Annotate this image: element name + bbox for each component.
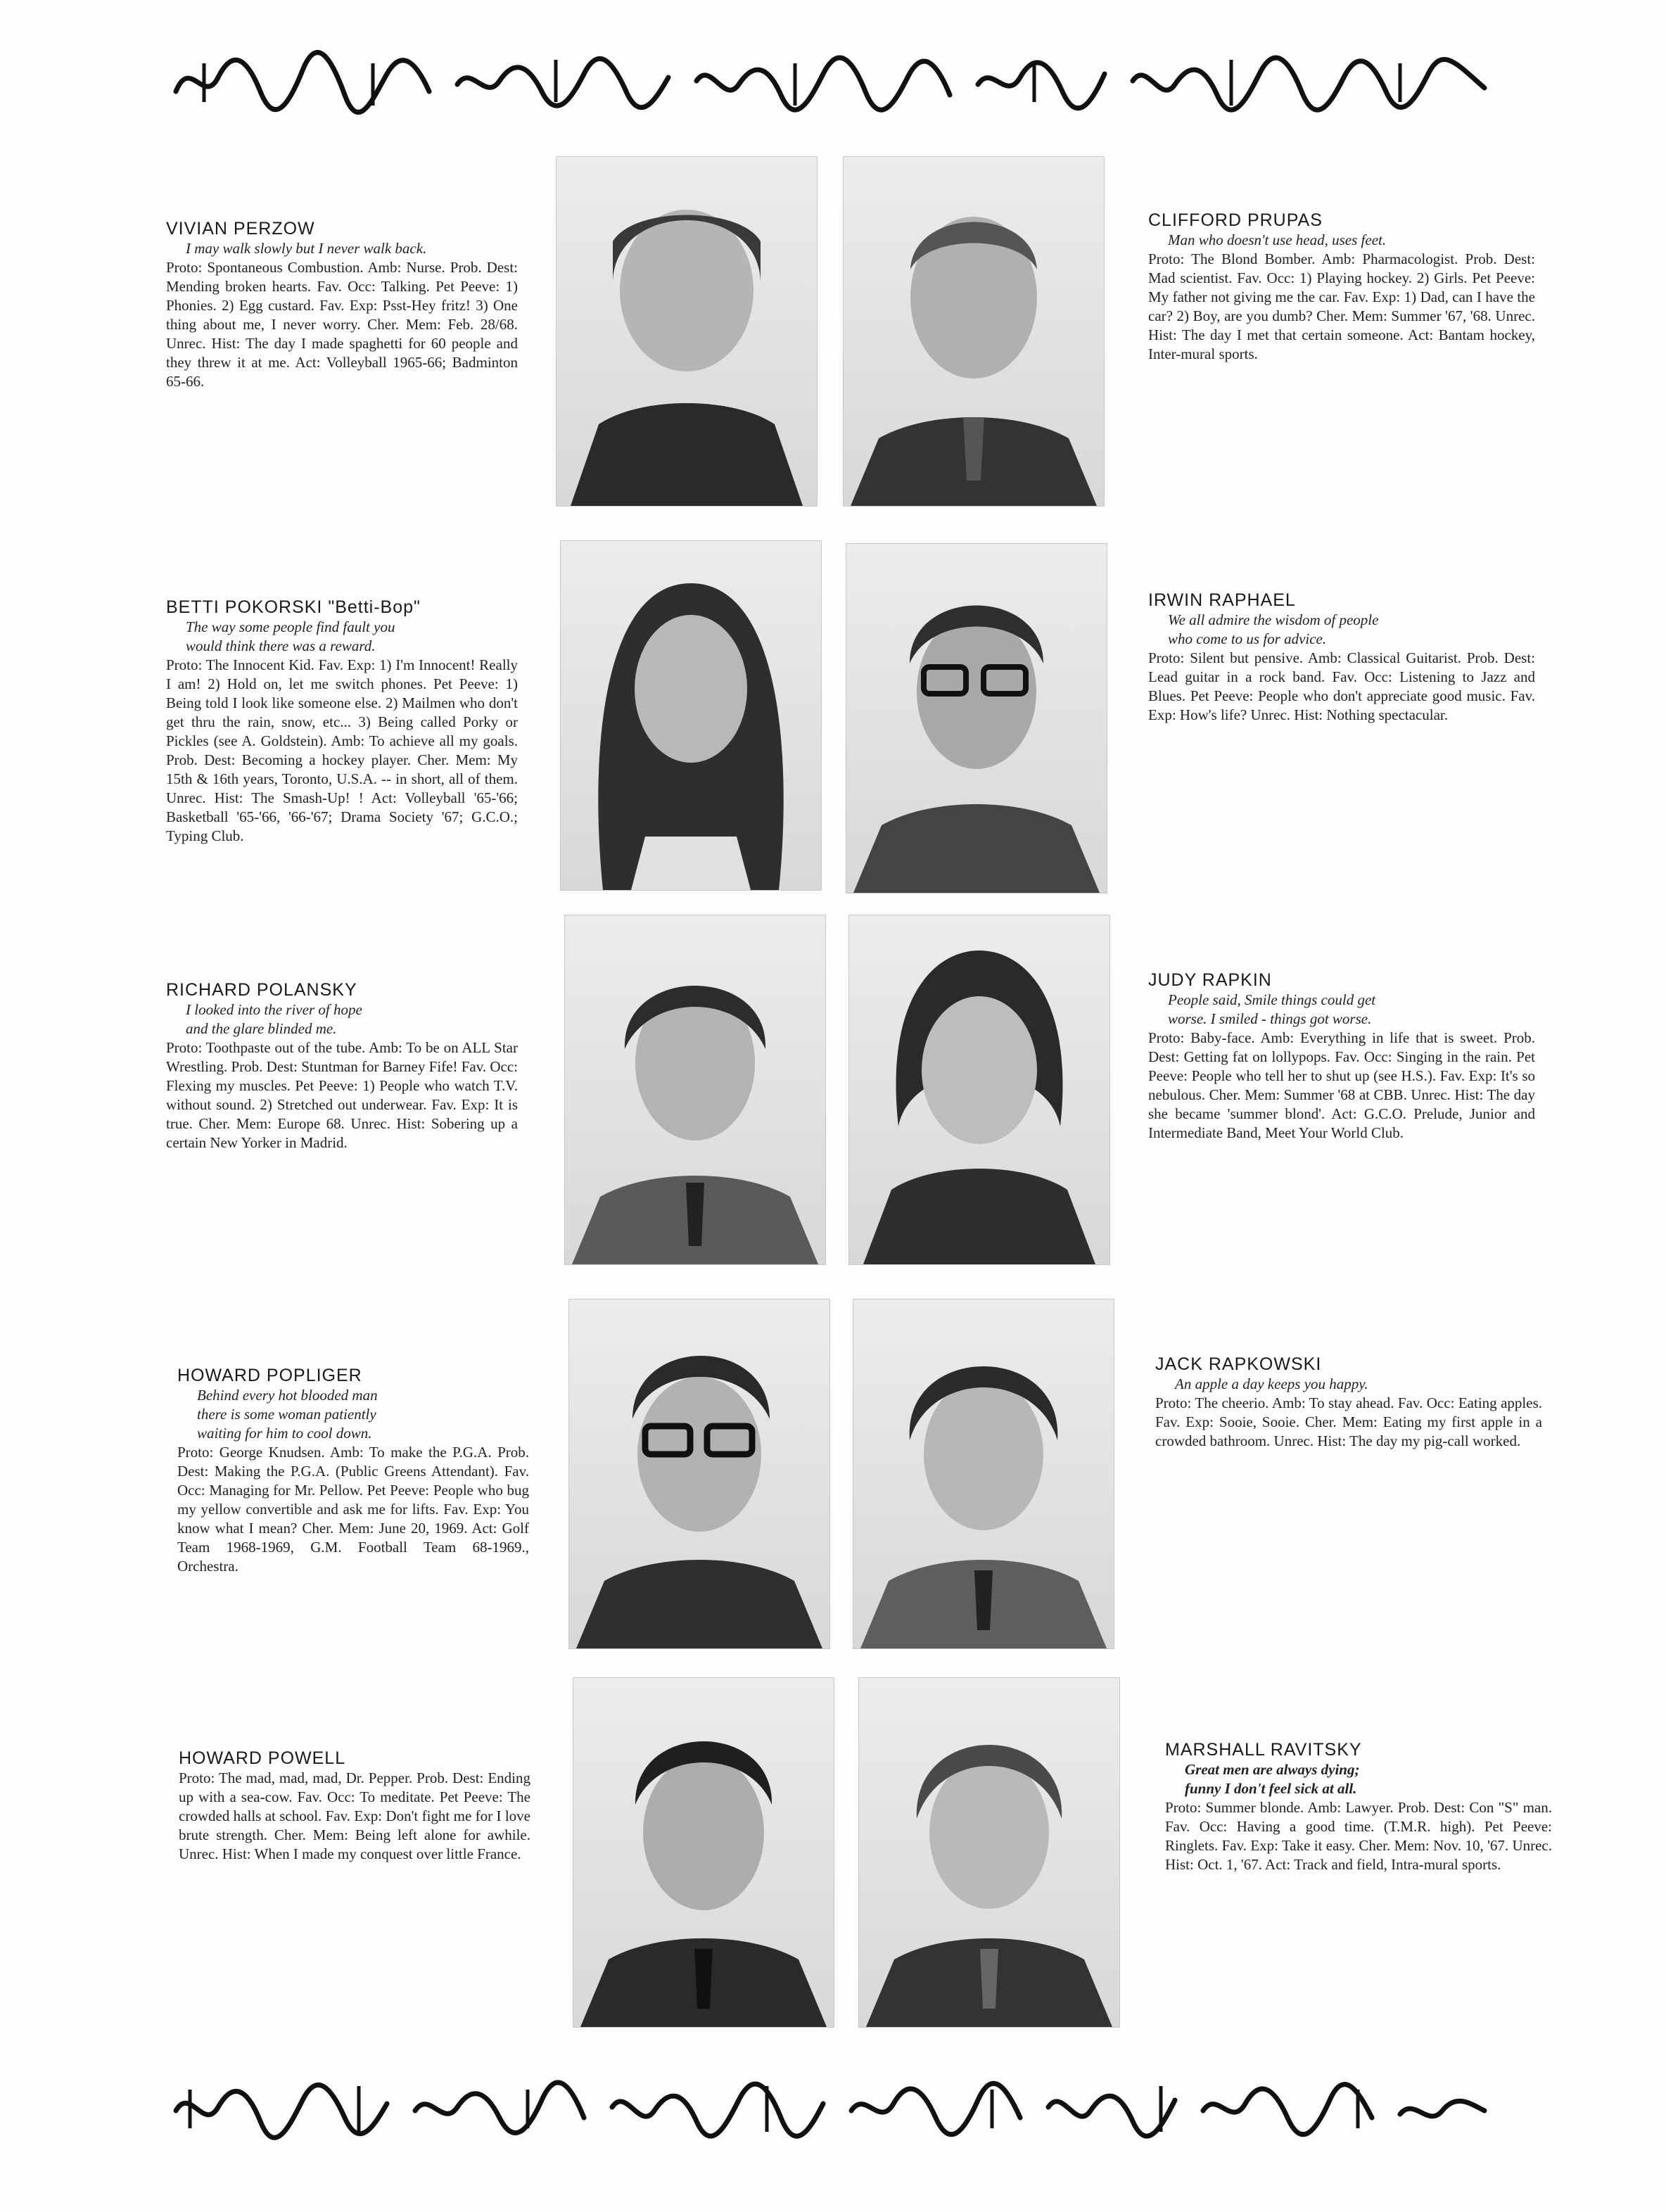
portrait-photo-clifford-prupas (843, 156, 1105, 507)
student-name: JACK RAPKOWSKI (1155, 1354, 1322, 1374)
entry-richard-polansky (166, 979, 518, 1152)
entry-clifford-prupas (1148, 210, 1535, 364)
student-quote: People said, Smile things could get worse. I smiled - things got worse. (1168, 991, 1376, 1027)
student-name: VIVIAN PERZOW (166, 219, 315, 239)
decorative-script-top (162, 42, 1499, 120)
student-quote: Man who doesn't use head, uses feet. (1168, 231, 1387, 248)
student-bio: Proto: The Blond Bomber. Amb: Pharmacologist. Prob. Dest: Mad scientist. Fav. Occ: 1) Playing hockey. 2) Girls. Pet Peeve: My father not giving me the car. Fav. Exp: 1) Dad, can I have the car? 2) Boy, are you dumb? Cher. Mem: Summer '67, '68. Unrec. Hist: The day I met that certain someone. Act: Bantam hockey, Inter-mural sports. (1148, 250, 1535, 362)
portrait-photo-richard-polansky (564, 915, 826, 1265)
calligraphy-top-icon (162, 42, 1499, 120)
student-name: BETTI POKORSKI "Betti-Bop" (166, 597, 421, 617)
entry-vivian-perzow (166, 218, 518, 391)
portrait-photo-irwin-raphael (846, 543, 1107, 894)
student-name: HOWARD POPLIGER (177, 1366, 362, 1385)
student-bio: Proto: The Innocent Kid. Fav. Exp: 1) I'm Innocent! Really I am! 2) Hold on, let me switch phones. Pet Peeve: 1) Being told I look like someone else. 2) Mailmen who don't get thru the rain, snow, etc... 3) Being called Porky or Pickles (see A. Goldstein). Amb: To achieve all my goals. Prob. Dest: Becoming a hockey player. Cher. Mem: My 15th & 16th years, Toronto, U.S.A. -- in short, all of them. Unrec. Hist: The Smash-Up! ! Act: Volleyball '65-'66; Basketball '65-'66, '66-'67; Drama Society '67; G.C.O.; Typing Club. (166, 656, 518, 844)
student-bio: Proto: Summer blonde. Amb: Lawyer. Prob. Dest: Con "S" man. Fav. Occ: Having a good time. (T.M.R. high). Pet Peeve: Ringlets. Fav. Exp: Take it easy. Cher. Mem: Nov. 10, '67. Unrec. Hist: Oct. 1, '67. Act: Track and field, Intra-mural sports. (1165, 1799, 1552, 1873)
student-quote: We all admire the wisdom of people who come to us for advice. (1168, 611, 1379, 647)
entry-marshall-ravitsky (1165, 1739, 1552, 1874)
student-bio: Proto: Baby-face. Amb: Everything in life that is sweet. Prob. Dest: Getting fat on lollypops. Fav. Occ: Singing in the rain. Pet Peeve: People who tell her to shut up (see H.S.). Fav. Exp: It's so nebulous. Cher. Mem: Summer '68 at CBB. Unrec. Hist: The day she became 'summer blond'. Act: G.C.O. Prelude, Junior and Intermediate Band, Meet Your World Club. (1148, 1029, 1535, 1141)
student-quote: I may walk slowly but I never walk back. (186, 240, 427, 257)
entry-judy-rapkin (1148, 970, 1535, 1143)
student-bio: Proto: Toothpaste out of the tube. Amb: To be on ALL Star Wrestling. Prob. Dest: Stuntman for Barney Fife! Fav. Occ: Flexing my muscles. Pet Peeve: 1) People who watch T.V. without sound. 2) Stretched out underwear. Fav. Exp: It is true. Cher. Mem: Europe 68. Unrec. Hist: Sobering up a certain New Yorker in Madrid. (166, 1039, 518, 1151)
entry-jack-rapkowski (1155, 1354, 1542, 1451)
student-bio: Proto: Spontaneous Combustion. Amb: Nurse. Prob. Dest: Mending broken hearts. Fav. Occ: Talking. Pet Peeve: 1) Phonies. 2) Egg custard. Fav. Exp: Psst-Hey fritz! 3) One thing about me, I never worry. Cher. Mem: Feb. 28/68. Unrec. Hist: The day I made spaghetti for 60 people and they threw it at me. Act: Volleyball 1965-66; Badminton 65-66. (166, 259, 518, 390)
portrait-photo-judy-rapkin (848, 915, 1110, 1265)
decorative-script-bottom (162, 2068, 1499, 2146)
entry-howard-popliger (177, 1365, 529, 1576)
portrait-photo-howard-powell (573, 1677, 834, 2028)
student-quote: Behind every hot blooded man there is some woman patiently waiting for him to cool down. (197, 1387, 378, 1442)
student-name: RICHARD POLANSKY (166, 980, 357, 1000)
student-quote: Great men are always dying; funny I don't feel sick at all. (1185, 1761, 1360, 1797)
portrait-photo-marshall-ravitsky (858, 1677, 1120, 2028)
student-quote: I looked into the river of hope and the glare blinded me. (186, 1001, 362, 1037)
calligraphy-bottom-icon (162, 2068, 1499, 2146)
portrait-photo-howard-popliger (568, 1299, 830, 1649)
student-name: MARSHALL RAVITSKY (1165, 1740, 1362, 1760)
student-quote: The way some people find fault you would think there was a reward. (186, 618, 395, 654)
student-name: CLIFFORD PRUPAS (1148, 210, 1323, 230)
student-name: HOWARD POWELL (179, 1748, 346, 1768)
entry-betti-pokorski (166, 597, 518, 846)
portrait-photo-vivian-perzow (556, 156, 818, 507)
student-name: IRWIN RAPHAEL (1148, 590, 1296, 610)
portrait-photo-jack-rapkowski (853, 1299, 1114, 1649)
student-name: JUDY RAPKIN (1148, 970, 1272, 990)
portrait-photo-betti-pokorski (560, 540, 822, 891)
student-bio: Proto: George Knudsen. Amb: To make the P.G.A. Prob. Dest: Making the P.G.A. (Public Greens Attendant). Fav. Occ: Managing for Mr. Pellow. Pet Peeve: People who bug my yellow convertible and ask me for lifts. Fav. Exp: You know what I mean? Cher. Mem: June 20, 1969. Act: Golf Team 1968-1969, G.M. Football Team 68-1969., Orchestra. (177, 1444, 529, 1575)
student-bio: Proto: The cheerio. Amb: To stay ahead. Fav. Occ: Eating apples. Fav. Exp: Sooie, Sooie. Cher. Mem: Eating my first apple in a crowded bathroom. Unrec. Hist: The day my pig-call worked. (1155, 1394, 1542, 1449)
entry-howard-powell (179, 1748, 530, 1864)
student-bio: Proto: Silent but pensive. Amb: Classical Guitarist. Prob. Dest: Lead guitar in a rock band. Fav. Occ: Listening to Jazz and Blues. Pet Peeve: People who don't appreciate good music. Fav. Exp: How's life? Unrec. Hist: Nothing spectacular. (1148, 649, 1535, 723)
student-quote: An apple a day keeps you happy. (1175, 1375, 1368, 1392)
entry-irwin-raphael (1148, 590, 1535, 725)
student-bio: Proto: The mad, mad, mad, Dr. Pepper. Prob. Dest: Ending up with a sea-cow. Fav. Occ: To meditate. Pet Peeve: The crowded halls at school. Fav. Exp: Don't fight me for I love brute strength. Cher. Mem: Being left alone for awhile. Unrec. Hist: When I made my conquest over little France. (179, 1769, 530, 1862)
